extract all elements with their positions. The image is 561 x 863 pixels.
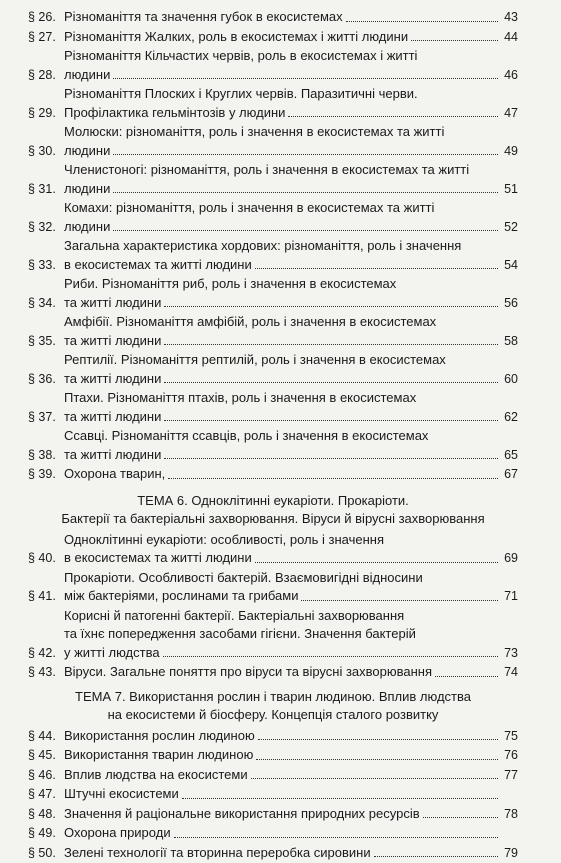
entry-title [64, 824, 518, 843]
title-line: Вплив людства на екосистеми [64, 766, 248, 782]
section-number: § 47. [28, 787, 56, 801]
table-of-contents [28, 8, 518, 863]
toc-entry [28, 531, 518, 568]
toc-entry [28, 85, 518, 122]
entry-title [64, 85, 518, 122]
title-line: людини [64, 142, 111, 158]
title-line: Різноманіття Кільчастих червів, роль в екосистемах і житті [64, 48, 418, 63]
section-number: § 33. [28, 257, 56, 272]
entry-title [64, 313, 518, 350]
dot-leader [174, 837, 498, 838]
toc-entry [28, 785, 518, 804]
dot-leader [435, 676, 498, 677]
theme-6-line-2: Бактерії та бактеріальні захворювання. Віруси й вірусні захворювання [61, 510, 485, 526]
theme-6-line-1: ТЕМА 6. Одноклітинні еукаріоти. Прокаріоти. [137, 492, 409, 508]
dot-leader [411, 40, 498, 41]
entry-title [64, 28, 518, 47]
dot-leader [301, 600, 498, 601]
dot-leader [255, 562, 498, 563]
toc-entry [28, 824, 518, 843]
toc-entry [28, 237, 518, 274]
toc-entry [28, 746, 518, 765]
page-number: 56 [504, 295, 518, 310]
title-line: та житті людини [64, 332, 162, 348]
page-number: 73 [504, 645, 518, 660]
toc-entry [28, 766, 518, 785]
page-number: 49 [504, 143, 518, 158]
theme-7-line-1: ТЕМА 7. Використання рослин і тварин людиною. Вплив людства [75, 688, 471, 704]
dot-leader [255, 268, 498, 269]
dot-leader [113, 230, 498, 231]
dot-leader [346, 21, 498, 22]
page-number: 43 [504, 10, 518, 24]
entry-title [64, 47, 518, 84]
section-number: § 34. [28, 295, 56, 310]
title-line: Ссавці. Різноманіття ссавців, роль і значення в екосистемах [64, 428, 429, 443]
title-line: Риби. Різноманіття риб, роль і значення в екосистемах [64, 276, 397, 291]
toc-entry [28, 351, 518, 388]
toc-entry [28, 123, 518, 160]
page-number: 67 [504, 467, 518, 481]
title-line: людини [64, 218, 111, 234]
section-number: § 35. [28, 333, 56, 348]
title-line: Рептилії. Різноманіття рептилій, роль і значення в екосистемах [64, 352, 446, 367]
title-line: в екосистемах та житті людини [64, 550, 252, 565]
title-line: та їхнє попередження засобами гігієни. Значення бактерій [64, 626, 416, 641]
dot-leader [164, 420, 498, 421]
title-line: Членистоногі: різноманіття, роль і значення в екосистемах та житті [64, 162, 470, 177]
entry-title [64, 351, 518, 388]
toc-entry [28, 805, 518, 824]
title-line: та житті людини [64, 370, 162, 386]
toc-entry [28, 275, 518, 312]
section-number: § 40. [28, 551, 56, 565]
theme-7-heading [28, 688, 518, 724]
page-number: 79 [504, 845, 518, 860]
entry-title [64, 275, 518, 312]
toc-entry [28, 199, 518, 236]
section-number: § 26. [28, 10, 56, 24]
title-line: Корисні й патогенні бактерії. Бактеріальні захворювання [64, 607, 405, 623]
title-line: людини [64, 66, 111, 82]
dot-leader [164, 306, 498, 307]
section-number: § 28. [28, 67, 56, 82]
section-number: § 43. [28, 665, 56, 679]
toc-entry [28, 427, 518, 464]
page-number: 77 [504, 767, 518, 782]
dot-leader [258, 739, 498, 740]
title-line: Молюски: різноманіття, роль і значення в екосистемах та житті [64, 124, 445, 139]
section-number: § 29. [28, 105, 56, 120]
page-number: 74 [504, 665, 518, 679]
entry-title [64, 805, 518, 824]
title-line: Різноманіття Плоских і Круглих червів. Паразитичні черви. [64, 86, 418, 101]
page-number: 60 [504, 371, 518, 386]
title-line: Використання рослин людиною [64, 727, 255, 743]
dot-leader [251, 778, 498, 779]
toc-entry [28, 28, 518, 47]
entry-title [64, 607, 518, 663]
section-number: § 46. [28, 767, 56, 782]
page-number: 46 [504, 67, 518, 82]
page-number: 76 [504, 748, 518, 762]
title-line: Прокаріоти. Особливості бактерій. Взаємовигідні відносини [64, 569, 423, 585]
section-number: § 31. [28, 181, 56, 196]
dot-leader [256, 759, 498, 760]
section-number: § 45. [28, 748, 56, 762]
page-number: 51 [504, 181, 518, 196]
entry-title [64, 389, 518, 426]
dot-leader [423, 817, 498, 818]
title-line: Профілактика гельмінтозів у людини [64, 104, 286, 120]
title-line: та житті людини [64, 408, 162, 424]
entry-title [64, 161, 518, 198]
toc-entry [28, 389, 518, 426]
title-line: людини [64, 180, 111, 196]
section-number: § 30. [28, 143, 56, 158]
section-number: § 48. [28, 806, 56, 821]
title-line: Охорона тварин, [64, 466, 166, 481]
section-number: § 50. [28, 845, 56, 860]
page-number: 69 [504, 551, 518, 565]
toc-entry [28, 727, 518, 746]
section-number: § 27. [28, 29, 56, 44]
section-number: § 49. [28, 826, 56, 840]
entry-title [64, 766, 518, 785]
entry-title [64, 199, 518, 236]
page-number: 54 [504, 257, 518, 272]
title-line: Птахи. Різноманіття птахів, роль і значення в екосистемах [64, 390, 417, 405]
dot-leader [164, 458, 498, 459]
section-number: § 37. [28, 409, 56, 424]
toc-section-c [28, 727, 518, 863]
section-number: § 42. [28, 645, 56, 660]
entry-title [64, 237, 518, 274]
title-line: Значення й раціональне використання природних ресурсів [64, 805, 420, 821]
title-line: між бактеріями, рослинами та грибами [64, 588, 299, 603]
toc-entry [28, 47, 518, 84]
entry-title [64, 569, 518, 606]
title-line: у житті людства [64, 644, 160, 660]
title-line: Штучні екосистеми [64, 786, 179, 801]
title-line: Комахи: різноманіття, роль і значення в екосистемах та житті [64, 200, 435, 215]
dot-leader [164, 344, 498, 345]
dot-leader [113, 154, 498, 155]
toc-entry [28, 8, 518, 27]
title-line: та житті людини [64, 294, 162, 310]
entry-title [64, 465, 518, 484]
title-line: Різноманіття Жалких, роль в екосистемах і житті людини [64, 28, 409, 44]
dot-leader [113, 78, 498, 79]
page-number: 44 [504, 29, 518, 44]
page-number: 75 [504, 728, 518, 743]
dot-leader [113, 192, 498, 193]
section-number: § 32. [28, 219, 56, 234]
theme-7-line-2: на екосистеми й біосферу. Концепція сталого розвитку [107, 706, 439, 722]
theme-6-heading [28, 492, 518, 528]
page-number: 58 [504, 333, 518, 348]
entry-title [64, 531, 518, 568]
title-line: Охорона природи [64, 825, 171, 840]
section-number: § 36. [28, 371, 56, 386]
dot-leader [168, 478, 498, 479]
title-line: в екосистемах та житті людини [64, 256, 252, 272]
dot-leader [288, 116, 498, 117]
dot-leader [182, 798, 498, 799]
toc-entry [28, 607, 518, 663]
entry-title [64, 844, 518, 863]
page-number: 47 [504, 105, 518, 120]
dot-leader [374, 856, 498, 857]
entry-title [64, 123, 518, 160]
toc-section-a [28, 8, 518, 484]
page-number: 65 [504, 447, 518, 462]
title-line: Віруси. Загальне поняття про віруси та вірусні захворювання [64, 664, 433, 679]
entry-title [64, 8, 518, 27]
toc-entry [28, 465, 518, 484]
toc-entry [28, 569, 518, 606]
entry-title [64, 427, 518, 464]
page-number: 62 [504, 409, 518, 424]
section-number: § 38. [28, 447, 56, 462]
title-line: Амфібії. Різноманіття амфібій, роль і значення в екосистемах [64, 314, 437, 329]
title-line: Загальна характеристика хордових: різноманіття, роль і значення [64, 238, 462, 253]
entry-title [64, 785, 518, 804]
dot-leader [163, 656, 498, 657]
title-line: та житті людини [64, 446, 162, 462]
toc-entry [28, 844, 518, 863]
toc-entry [28, 313, 518, 350]
page-number: 71 [504, 589, 518, 603]
toc-section-b [28, 531, 518, 682]
entry-title [64, 746, 518, 765]
title-line: Використання тварин людиною [64, 747, 254, 762]
toc-entry [28, 161, 518, 198]
dot-leader [164, 382, 498, 383]
entry-title [64, 727, 518, 746]
section-number: § 44. [28, 728, 56, 743]
title-line: Зелені технології та вторинна переробка сировини [64, 844, 371, 860]
title-line: Різноманіття та значення губок в екосистемах [64, 9, 343, 24]
page-number: 78 [504, 806, 518, 821]
section-number: § 41. [28, 589, 56, 603]
section-number: § 39. [28, 467, 56, 481]
page-number: 52 [504, 219, 518, 234]
title-line: Одноклітинні еукаріоти: особливості, роль і значення [64, 531, 384, 547]
entry-title [64, 663, 518, 682]
toc-entry [28, 663, 518, 682]
